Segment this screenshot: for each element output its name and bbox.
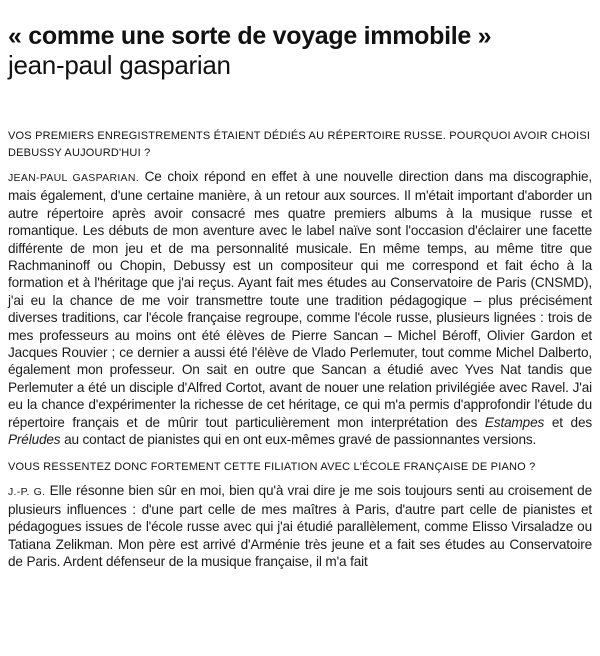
- article-author: jean-paul gasparian: [8, 50, 231, 80]
- interview-question-1: VOS PREMIERS ENREGISTREMENTS ÉTAIENT DÉDIÉS AU RÉPERTOIRE RUSSE. POURQUOI AVOIR CHOISI DEBUSSY AUJOURD'HUI ?: [8, 130, 591, 159]
- answer-text: au contact de pianistes qui en ont eux-mêmes gravé de passionnantes versions.: [60, 432, 537, 448]
- work-title-estampes: Estampes: [484, 414, 545, 430]
- article-title: « comme une sorte de voyage immobile »: [8, 22, 492, 50]
- speaker-initials: J.-P. G.: [8, 485, 46, 498]
- answer-text: Ce choix répond en effet à une nouvelle direction dans ma discographie, mais également, d'une certaine manière, à un retour aux sources. Il m'était important d'aborder un autre répertoire après avoir consacré mes quatre premiers albums à la musique russe et romantique. Les débuts de mon aventure avec le label naïve sont l'occasion d'éclairer une facette différente de mon jeu et de ma personnalité musicale. En même temps, au même titre que Rachmaninoff ou Chopin, Debussy est un compositeur qui me correspond et fait écho à la formation et à l'héritage que j'ai reçus. Ayant fait mes études au Conservatoire de Paris (CNSMD), j'ai eu la chance de me voir transmettre toute une tradition pédagogique – plus précisément diverses traditions, car l'école française regroupe, comme l'école russe, plusieurs lignées : trois de mes professeurs au moins ont été élèves de Pierre Sancan – Michel Béroff, Olivier Gardon et Jacques Rouvier ; ce dernier a aussi été l'élève de Vlado Perlemuter, tout comme Michel Dalberto, également mon professeur. On sait en outre que Sancan a étudié avec Yves Nat tandis que Perlemuter a été un disciple d'Alfred Cortot, avant de nouer une relation privilégiée avec Ravel. J'ai eu la chance d'expérimenter la richesse de cet héritage, ce qui m'a permis d'approfondir l'étude du répertoire français et de mûrir tout particulièrement mon interprétation des: [8, 169, 592, 430]
- speaker-name: JEAN-PAUL GASPARIAN.: [8, 172, 139, 184]
- interview-question-2: VOUS RESSENTEZ DONC FORTEMENT CETTE FILIATION AVEC L'ÉCOLE FRANÇAISE DE PIANO ?: [8, 460, 536, 473]
- interview-answer-2: [8, 482, 592, 571]
- answer-text: et des: [544, 414, 592, 430]
- work-title-preludes: Préludes: [8, 432, 61, 448]
- interview-answer-1: [8, 168, 592, 449]
- answer-text: Elle résonne bien sûr en moi, bien qu'à vrai dire je me sois toujours senti au croisement de plusieurs influences : d'une part celle de mes maîtres à Paris, d'autre part celle de pianistes et pédagogues issues de l'école russe avec qui j'ai étudié parallèlement, comme Elisso Virsaladze ou Tatiana Zelikman. Mon père est arrivé d'Arménie très jeune et a fait ses études au Conservatoire de Paris. Ardent défenseur de la musique française, il m'a fait: [8, 482, 592, 570]
